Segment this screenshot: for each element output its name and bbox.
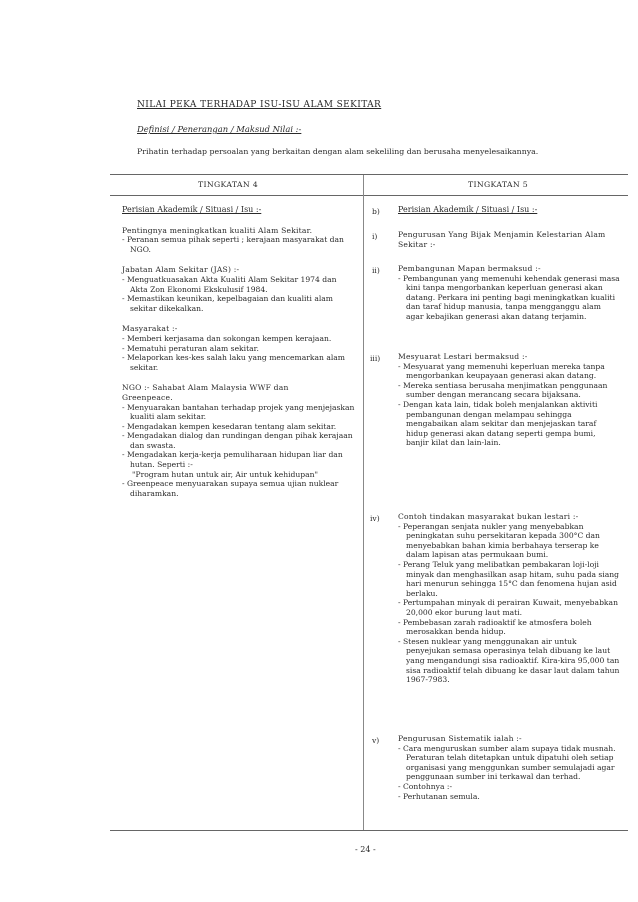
list-item: - Cara menguruskan sumber alam supaya tidak musnah. Peraturan telah ditetapkan untuk dipatuhi oleh setiap organisasi yang menggunkan sumber semulajadi agar penggunaan sumber ini terkawal dan terhad. xyxy=(398,743,616,782)
column-heading-divider xyxy=(110,195,628,196)
right-block-title: Pengurusan Yang Bijak Menjamin Kelestarian Alam Sekitar :- xyxy=(398,230,606,249)
definition-label: Definisi / Penerangan / Maksud Nilai :- xyxy=(137,124,302,134)
left-block-kualiti xyxy=(122,226,356,255)
list-item: "Program hutan untuk air, Air untuk kehidupan" xyxy=(132,469,319,479)
right-block-title: Contoh tindakan masyarakat bukan lestari :- xyxy=(398,512,579,521)
left-block-ngo xyxy=(122,383,356,498)
right-column-heading: TINGKATAN 5 xyxy=(468,180,529,189)
left-block-title: NGO :- Sahabat Alam Malaysia WWF dan Greenpeace. xyxy=(122,383,289,402)
list-item: - Menguatkuasakan Akta Kualiti Alam Sekitar 1974 dan Akta Zon Ekonomi Ekskulusif 1984. xyxy=(122,274,337,294)
list-item: - Memastikan keunikan, kepelbagaian dan kualiti alam sekitar dikekalkan. xyxy=(122,294,334,313)
list-item: - Menyuarakan bantahan terhadap projek yang menjejaskan kualiti alam sekitar. xyxy=(122,402,355,422)
list-item: - Greenpeace menyuarakan supaya semua ujian nuklear diharamkan. xyxy=(122,479,339,498)
column-divider xyxy=(363,175,364,830)
list-item: - Mematuhi peraturan alam sekitar. xyxy=(122,343,259,353)
right-block-bukan-lestari xyxy=(398,512,620,685)
right-block-mesyuarat-lestari xyxy=(398,352,620,448)
right-block-pengurusan-sistematik xyxy=(398,734,620,801)
list-item: - Dengan kata lain, tidak boleh menjalankan aktiviti pembangunan dengan melampau sehingga mengabaikan alam sekitar dan menjejaskan taraf hidup generasi akan datang seperti gempa bumi, banjir kilat dan lain-lain. xyxy=(398,399,598,448)
left-section-label: Perisian Akademik / Situasi / Isu :- xyxy=(122,205,262,214)
right-block-title: Pembangunan Mapan bermaksud :- xyxy=(398,264,541,273)
right-section-marker: b) xyxy=(372,207,380,216)
list-item: - Memberi kerjasama dan sokongan kempen kerajaan. xyxy=(122,333,332,343)
right-block-pengurusan xyxy=(398,230,620,249)
page-title: NILAI PEKA TERHADAP ISU-ISU ALAM SEKITAR xyxy=(137,100,382,110)
left-block-masyarakat xyxy=(122,324,356,372)
list-item: - Mereka sentiasa berusaha menjimatkan penggunaan sumber dengan merancang secara bijaksana. xyxy=(398,380,608,400)
definition-text: Prihatin terhadap persoalan yang berkaitan dengan alam sekeliling dan berusaha menyelesaikannya. xyxy=(137,147,539,156)
list-item: - Melaporkan kes-kes salah laku yang mencemarkan alam sekitar. xyxy=(122,353,346,372)
list-item: - Pembebasan zarah radioaktif ke atmosfera boleh merosakkan benda hidup. xyxy=(398,617,592,637)
left-block-title: Masyarakat :- xyxy=(122,324,178,334)
right-item-number: ii) xyxy=(372,266,380,275)
list-item: - Peperangan senjata nukler yang menyebabkan peningkatan suhu persekitaran kepada 300°C dan menyebabkan bahan kimia berbahaya terserap ke dalam lapisan atas permukaan bumi. xyxy=(398,521,600,560)
table-bottom-border xyxy=(110,830,628,831)
left-column xyxy=(122,205,356,509)
list-item: - Mengadakan kerja-kerja pemuliharaan hidupan liar dan hutan. Seperti :- xyxy=(122,450,343,470)
right-block-title: Mesyuarat Lestari bermaksud :- xyxy=(398,352,528,361)
list-item: - Pembangunan yang memenuhi kehendak generasi masa kini tanpa mengorbankan keperluan generasi akan datang. Perkara ini penting bagi meningkatkan kualiti dan taraf hidup manusia, tanpa mengganggu alam agar kebajikan generasi akan datang terjamin. xyxy=(398,273,620,321)
right-item-number: i) xyxy=(372,232,378,241)
right-item-number: iv) xyxy=(370,514,380,523)
left-column-heading: TINGKATAN 4 xyxy=(198,180,259,189)
right-section-label: Perisian Akademik / Situasi / Isu :- xyxy=(398,205,538,214)
right-item-number: v) xyxy=(372,736,380,745)
list-item: - Perhutanan semula. xyxy=(398,791,480,801)
page-number: - 24 - xyxy=(355,845,376,854)
list-item: - Stesen nuklear yang menggunakan air untuk penyejukan semasa operasinya telah dibuang ke laut yang mengandungi sisa radioaktif. Kira-kira 95,000 tan sisa radioaktif telah dibuang ke dasar laut dalam tahun 1967-7983. xyxy=(398,636,620,685)
left-block-title: Jabatan Alam Sekitar (JAS) :- xyxy=(122,265,240,275)
list-item: - Pertumpahan minyak di perairan Kuwait, menyebabkan 20,000 ekor burung laut mati. xyxy=(398,598,618,617)
list-item: - Mesyuarat yang memenuhi keperluan mereka tanpa mengorbankan keupayaan generasi akan datang. xyxy=(398,361,605,381)
list-item: - Perang Teluk yang melibatkan pembakaran loji-loji minyak dan menghasilkan asap hitam, suhu pada siang hari menurun sehingga 15°C dan fenomena hujan asid berlaku. xyxy=(398,559,620,598)
list-item: - Mengadakan dialog dan rundingan dengan pihak kerajaan dan swasta. xyxy=(122,431,353,450)
left-block-jas xyxy=(122,265,356,313)
right-item-number: iii) xyxy=(370,354,381,363)
right-block-title: Pengurusan Sistematik ialah :- xyxy=(398,734,522,743)
table-top-border xyxy=(110,174,628,175)
list-item: - Contohnya :- xyxy=(398,781,453,791)
list-item: - Peranan semua pihak seperti ; kerajaan masyarakat dan NGO. xyxy=(122,235,344,254)
left-block-title: Pentingnya meningkatkan kualiti Alam Sekitar. xyxy=(122,225,313,235)
list-item: - Mengadakan kempen kesedaran tentang alam sekitar. xyxy=(122,421,337,431)
right-block-pembangunan-mapan xyxy=(398,264,620,322)
